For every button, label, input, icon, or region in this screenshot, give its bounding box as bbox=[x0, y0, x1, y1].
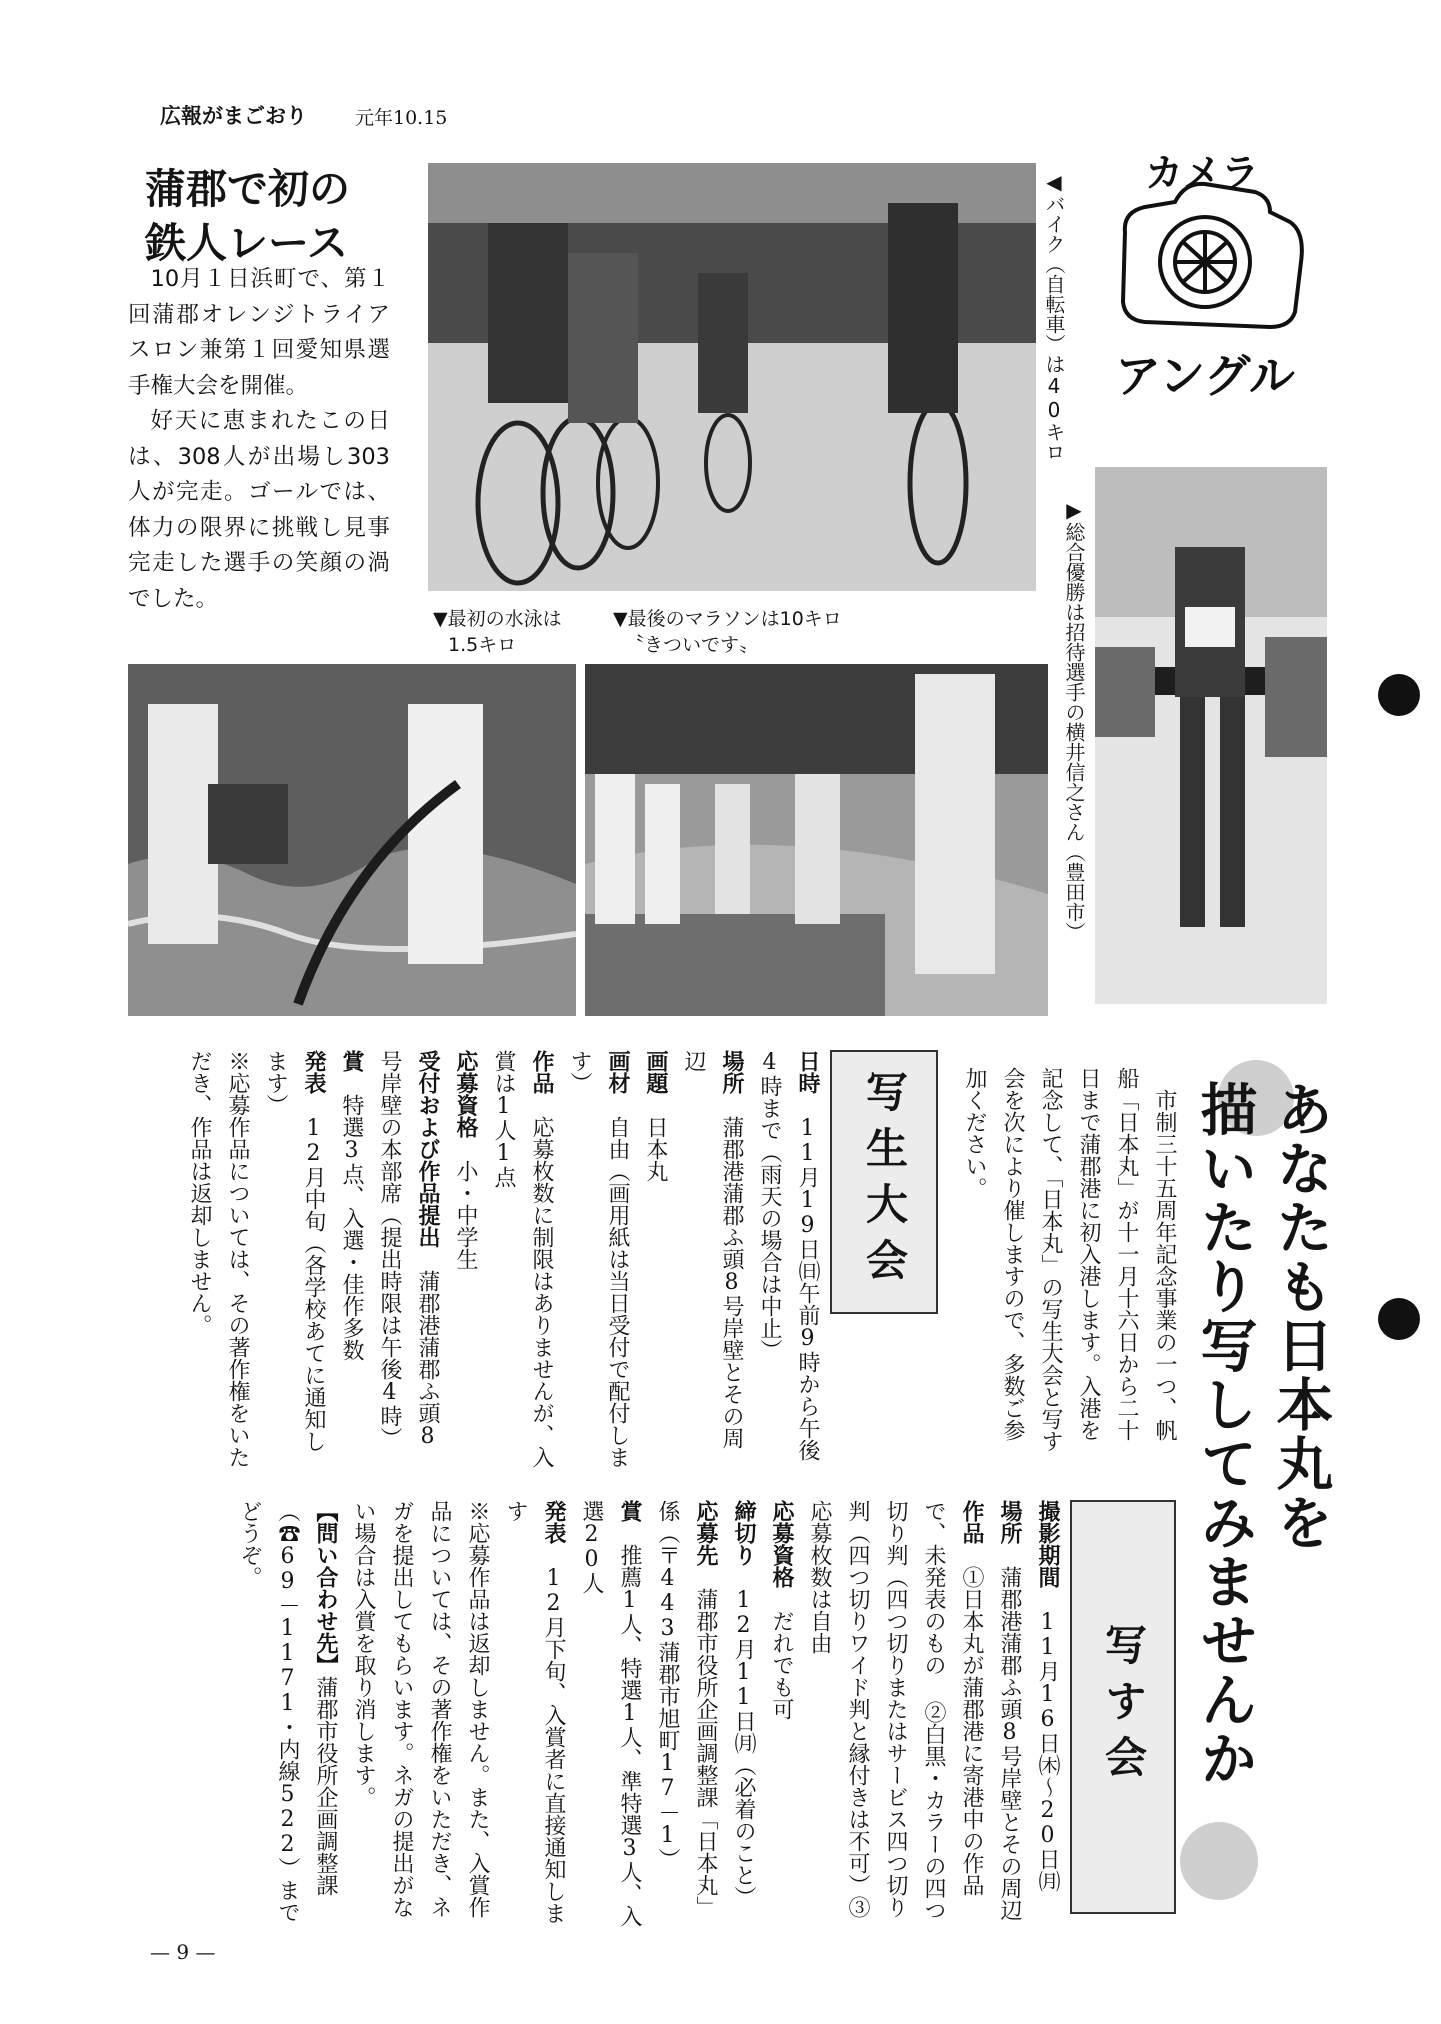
caption-swim-line1: ▼最初の水泳は bbox=[433, 608, 562, 630]
logo-line1: カメラ bbox=[1145, 152, 1260, 195]
utsusukai-text-work: ①日本丸が蒲郡港に寄港中の作品で、未発表のもの ②白黒・カラーの四つ切り判（四つ切りまたはサービス四つ切り判（四つ切りワイド判と縁付きは不可）③応募枚数は自由 bbox=[807, 1500, 984, 1921]
utsusukai-text-eligibility: だれでも可 bbox=[769, 1610, 794, 1720]
caption-swim-line2: 1.5キロ bbox=[448, 634, 517, 656]
photo-bike-race bbox=[428, 163, 1036, 591]
shaseitaikai-label-subject: 画題 bbox=[643, 1050, 668, 1094]
shaseitaikai-item-submission bbox=[370, 1050, 446, 1470]
shaseitaikai-label-materials: 画材 bbox=[605, 1050, 630, 1094]
page-number: — 9 — bbox=[150, 1940, 216, 1964]
feature-intro bbox=[955, 1067, 1183, 1457]
binding-hole-bottom bbox=[1378, 1298, 1420, 1340]
caption-bike: ◀バイク（自転車）は40キロ bbox=[1042, 170, 1066, 462]
utsusukai-label-submit: 応募先 bbox=[693, 1500, 718, 1566]
utsusukai-text-announce: 12月下旬、入賞者に直接通知します bbox=[503, 1500, 566, 1924]
utsusukai-label-period: 撮影期間 bbox=[1035, 1500, 1060, 1588]
shaseitaikai-item-datetime bbox=[750, 1050, 826, 1470]
shaseitaikai-text-datetime: 11月19日㈰午前9時から午後4時まで（雨天の場合は中止） bbox=[757, 1050, 820, 1461]
shaseitaikai-label-prize: 賞 bbox=[339, 1050, 364, 1072]
feature-intro-text: 市制三十五周年記念事業の一つ、帆船「日本丸」が十一月十六日から二十日まで蒲郡港に初入港します。入港を記念して、「日本丸」の写生大会と写す会を次により催しますので、多数ご参加ください。 bbox=[962, 1067, 1177, 1452]
caption-marathon-line2: 〝きついです〟 bbox=[625, 634, 759, 656]
shaseitaikai-text-submission: 蒲郡港蒲郡ふ頭8号岸壁の本部席（提出時限は午後4時） bbox=[377, 1050, 440, 1449]
camera-angle-logo bbox=[1105, 152, 1315, 432]
feature-headline-line1: あなたも日本丸を bbox=[1267, 1080, 1333, 1552]
utsusukai-body bbox=[158, 1500, 1066, 1930]
shaseitaikai-item-subject bbox=[636, 1050, 674, 1470]
shaseitaikai-item-place bbox=[674, 1050, 750, 1470]
article-title-line1: 蒲郡で初の bbox=[145, 165, 350, 213]
utsusukai-title-box bbox=[1070, 1500, 1176, 1914]
shaseitaikai-item-work bbox=[484, 1050, 560, 1470]
binding-hole-top bbox=[1378, 674, 1420, 716]
photo-winner bbox=[1095, 467, 1327, 1004]
shaseitaikai-item-announce bbox=[256, 1050, 332, 1470]
utsusukai-label-work: 作品 bbox=[959, 1500, 984, 1544]
utsusukai-label-announce: 発表 bbox=[541, 1500, 566, 1544]
article-body bbox=[128, 262, 390, 617]
shaseitaikai-text-eligibility: 小・中学生 bbox=[453, 1160, 478, 1270]
utsusukai-text-period: 11月16日㈭～20日㈪ bbox=[1035, 1610, 1060, 1892]
shaseitaikai-item-prize bbox=[332, 1050, 370, 1470]
shaseitaikai-text-work: 応募枚数に制限はありませんが、入賞は1人1点 bbox=[491, 1050, 554, 1468]
utsusukai-item-announce bbox=[496, 1500, 572, 1930]
photo-marathon bbox=[585, 664, 1048, 1016]
utsusukai-text-prize: 推薦1人、特選1人、準特選3人、入選20人 bbox=[579, 1500, 642, 1927]
shaseitaikai-text-place: 蒲郡港蒲郡ふ頭8号岸壁とその周辺 bbox=[681, 1050, 744, 1449]
utsusukai-item-deadline bbox=[724, 1500, 762, 1930]
utsusukai-label-deadline: 締切り bbox=[731, 1500, 756, 1566]
utsusukai-item-eligibility bbox=[762, 1500, 800, 1930]
utsusukai-label-eligibility: 応募資格 bbox=[769, 1500, 794, 1588]
utsusukai-text-submit: 蒲郡市役所企画調整課「日本丸」係（〒443蒲郡市旭町17－1） bbox=[655, 1500, 718, 1918]
utsusukai-label-prize: 賞 bbox=[617, 1500, 642, 1522]
publication-name: 広報がまごおり bbox=[160, 104, 307, 128]
utsusukai-label-place: 場所 bbox=[997, 1500, 1022, 1544]
photo-swim bbox=[128, 664, 576, 1016]
utsusukai-contact-text: 蒲郡市役所企画調整課（☎69－1171・内線522）までどうぞ。 bbox=[237, 1500, 338, 1923]
shaseitaikai-note: ※応募作品については、その著作権をいただき、作品は返却しません。 bbox=[187, 1050, 250, 1468]
shaseitaikai-title-box bbox=[830, 1050, 938, 1314]
utsusukai-item-period bbox=[1028, 1500, 1066, 1930]
shaseitaikai-item-materials bbox=[560, 1050, 636, 1470]
shaseitaikai-label-work: 作品 bbox=[529, 1050, 554, 1094]
caption-marathon-line1: ▼最後のマラソンは10キロ bbox=[613, 608, 842, 630]
utsusukai-text-deadline: 12月11日㈪（必着のこと） bbox=[731, 1588, 756, 1908]
shaseitaikai-text-subject: 日本丸 bbox=[643, 1116, 668, 1182]
shaseitaikai-label-eligibility: 応募資格 bbox=[453, 1050, 478, 1138]
utsusukai-title: 写す会 bbox=[1099, 1623, 1148, 1791]
article-para2: 好天に恵まれたこの日は、308人が出場し303人が完走。ゴールでは、体力の限界に挑戦し見事完走した選手の笑顔の渦でした。 bbox=[128, 408, 390, 612]
shaseitaikai-body bbox=[140, 1050, 826, 1470]
issue-date: 元年10.15 bbox=[355, 107, 448, 129]
utsusukai-note: ※応募作品は返却しません。また、入賞作品については、その著作権をいただき、ネガを提出してもらいます。ネガの提出がない場合は入賞を取り消します。 bbox=[351, 1500, 490, 1918]
shaseitaikai-item-eligibility bbox=[446, 1050, 484, 1470]
shaseitaikai-label-announce: 発表 bbox=[301, 1050, 326, 1094]
shaseitaikai-label-submission: 受付および作品提出 bbox=[415, 1050, 440, 1248]
shaseitaikai-text-announce: 12月中旬（各学校あてに通知します） bbox=[263, 1050, 326, 1452]
shaseitaikai-text-prize: 特選3点、入選・佳作多数 bbox=[339, 1094, 364, 1361]
shaseitaikai-title: 写生大会 bbox=[860, 1070, 909, 1294]
shaseitaikai-label-place: 場所 bbox=[719, 1050, 744, 1094]
article-title bbox=[145, 162, 395, 270]
utsusukai-item-place bbox=[990, 1500, 1028, 1930]
article-title-line2: 鉄人レース bbox=[145, 219, 348, 267]
shaseitaikai-label-datetime: 日時 bbox=[795, 1050, 820, 1094]
utsusukai-item-submit bbox=[648, 1500, 724, 1930]
caption-winner: ▶総合優勝は招待選手の横井信之さん（豊田市） bbox=[1062, 498, 1086, 942]
utsusukai-item-prize bbox=[572, 1500, 648, 1930]
utsusukai-contact-label: 【問い合わせ先】 bbox=[313, 1500, 338, 1676]
utsusukai-item-work bbox=[800, 1500, 990, 1930]
utsusukai-contact bbox=[230, 1500, 344, 1930]
article-para1: 10月１日浜町で、第１回蒲郡オレンジトライアスロン兼第１回愛知県選手権大会を開催。 bbox=[128, 266, 390, 399]
shaseitaikai-text-materials: 自由（画用紙は当日受付で配付します） bbox=[567, 1050, 630, 1468]
feature-headline-line2: 描いたり写してみませんか bbox=[1191, 1080, 1257, 1788]
utsusukai-text-place: 蒲郡港蒲郡ふ頭8号岸壁とその周辺 bbox=[997, 1566, 1022, 1921]
logo-line2: アングル bbox=[1115, 349, 1295, 403]
